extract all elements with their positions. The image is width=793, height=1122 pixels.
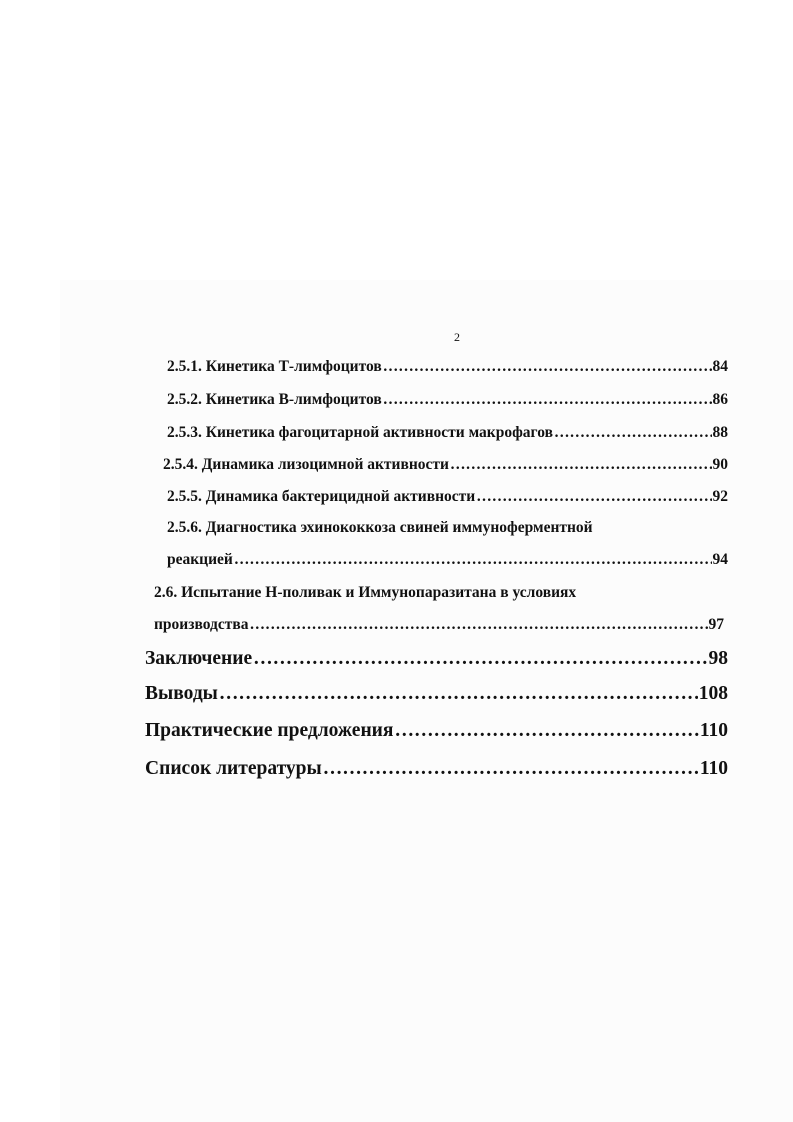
toc-title: 2.5.3. Кинетика фагоцитарной активности макрофагов [167,424,553,441]
toc-title: Список литературы [145,758,322,779]
dot-leader [476,488,711,506]
dot-leader [253,648,707,670]
dot-leader [234,551,712,569]
toc-page: 92 [712,488,728,505]
toc-page: 108 [698,683,728,704]
page-number: 2 [454,330,460,344]
toc-title: Практические предложения [145,720,394,741]
toc-entry [154,616,724,634]
toc-entry [167,358,728,376]
toc-title-line2: реакцией [167,551,233,568]
toc-page: 110 [699,720,728,741]
toc-entry [167,551,728,569]
dot-leader [249,616,707,634]
toc-title: Заключение [145,648,253,669]
toc-page: 90 [712,456,728,473]
toc-title-line1: 2.6. Испытание Н-поливак и Иммунопаразитана в условиях [154,584,577,601]
toc-title: 2.5.5. Динамика бактерицидной активности [167,488,476,505]
toc-title-line1: 2.5.6. Диагностика эхинококкоза свиней иммуноферментной [167,519,593,536]
dot-leader [450,456,712,474]
toc-entry [167,424,728,442]
toc-title-line2: производства [154,616,249,633]
dot-leader [383,391,712,409]
toc-entry [145,758,728,780]
toc-title: 2.5.1. Кинетика Т-лимфоцитов [167,358,382,375]
toc-page: 94 [712,551,728,568]
toc-page: 110 [699,758,728,779]
dot-leader [383,358,712,376]
toc-title: Выводы [145,683,218,704]
dot-leader [554,424,712,442]
toc-page: 97 [708,616,724,633]
toc-page: 88 [712,424,728,441]
toc-title: 2.5.4. Динамика лизоцимной активности [163,456,449,473]
toc-page: 86 [712,391,728,408]
toc-entry [145,648,728,670]
toc-entry [167,488,728,506]
toc-entry [167,391,728,409]
toc-title: 2.5.2. Кинетика В-лимфоцитов [167,391,382,408]
dot-leader [219,683,698,705]
dot-leader [394,720,698,742]
toc-page: 98 [708,648,728,669]
toc-entry [145,683,728,705]
toc-page: 84 [712,358,728,375]
toc-entry [145,720,728,742]
dot-leader [323,758,699,780]
toc-entry [163,456,728,474]
